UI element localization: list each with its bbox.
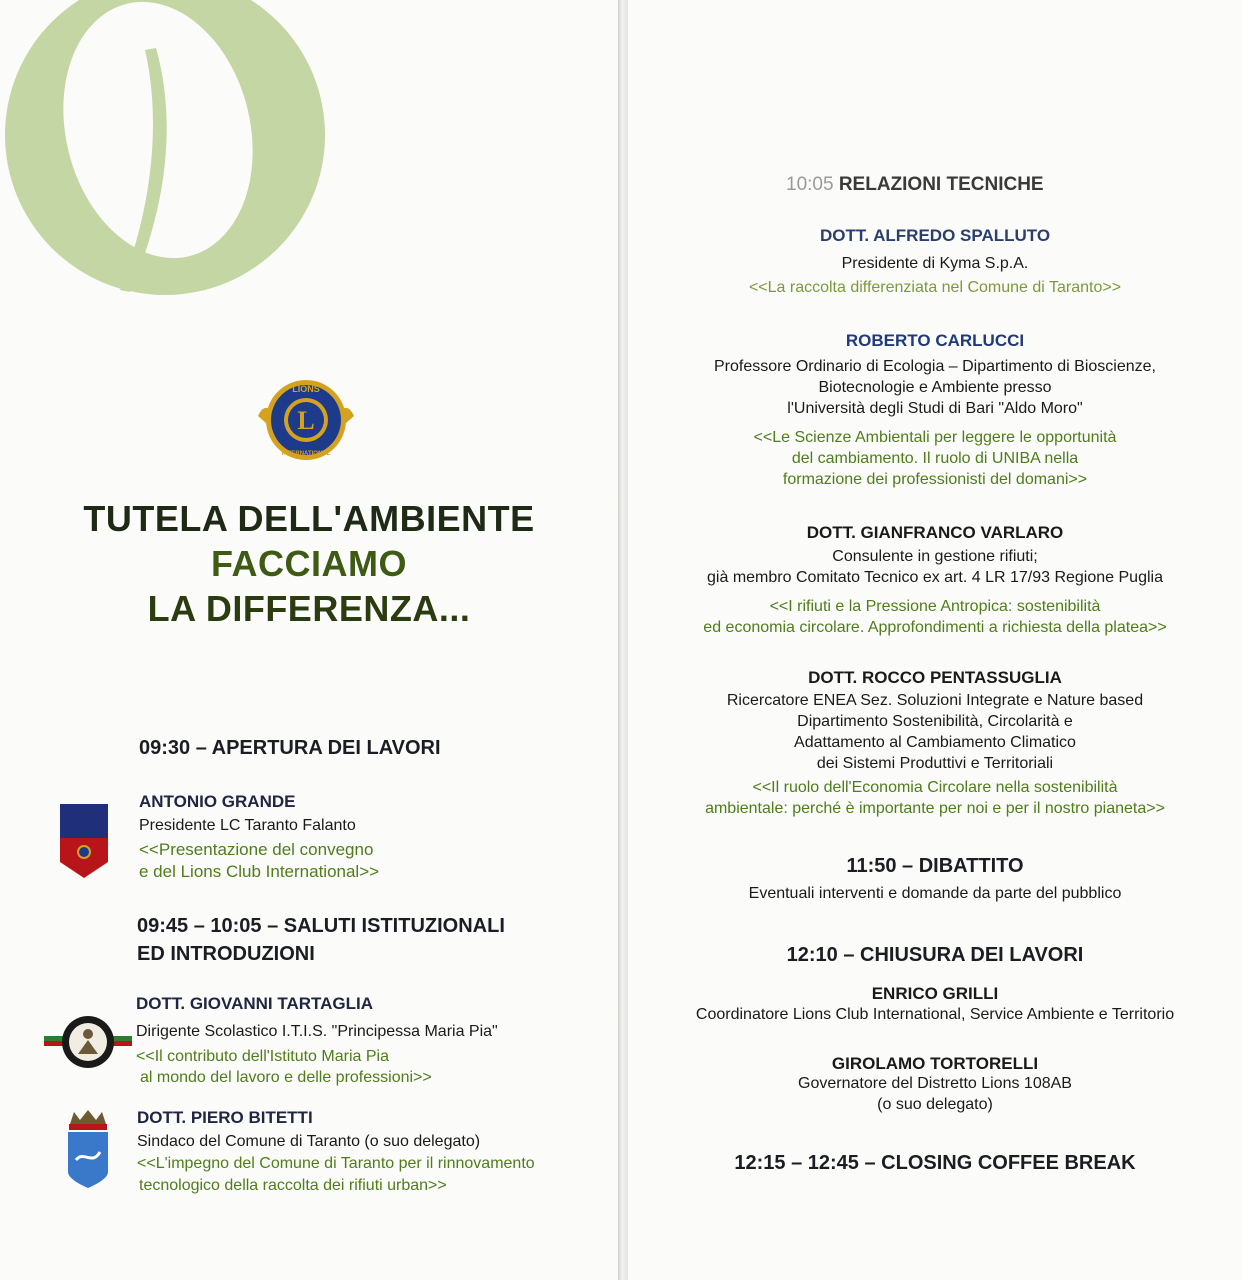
- title-line-2: FACCIAMO: [211, 543, 407, 584]
- left-panel: [0, 0, 618, 1280]
- speaker-role-girolamo-tortorelli: (o suo delegato): [877, 1096, 993, 1113]
- talk-title-line: del cambiamento. Il ruolo di UNIBA nella: [791, 450, 1079, 467]
- speaker-role-alfredo-spalluto: Presidente di Kyma S.p.A.: [841, 255, 1029, 272]
- speaker-role-rocco-pentassuglia: Dipartimento Sostenibilità, Circolarità e: [797, 713, 1073, 730]
- talk-title-line: e del Lions Club International>>: [139, 862, 380, 881]
- talk-title-line: <<Il contributo dell'Istituto Maria Pia: [136, 1048, 389, 1065]
- speaker-role-rocco-pentassuglia: dei Sistemi Produttivi e Territoriali: [816, 755, 1054, 772]
- speaker-name-enrico-grilli: ENRICO GRILLI: [871, 984, 999, 1003]
- title-line-3: LA DIFFERENZA...: [147, 588, 471, 629]
- speaker-role-piero-bitetti: Sindaco del Comune di Taranto (o suo delegato): [137, 1133, 481, 1150]
- speaker-name-antonio-grande: ANTONIO GRANDE: [139, 792, 296, 811]
- speaker-role-roberto-carlucci: Professore Ordinario di Ecologia – Dipartimento di Bioscienze,: [714, 358, 1156, 375]
- session-greetings-subtitle: ED INTRODUZIONI: [137, 943, 315, 965]
- speaker-name-alfredo-spalluto: DOTT. ALFREDO SPALLUTO: [819, 226, 1051, 245]
- speaker-role-giovanni-tartaglia: Dirigente Scolastico I.T.I.S. "Principessa Maria Pia": [136, 1023, 498, 1040]
- speaker-name-gianfranco-varlaro: DOTT. GIANFRANCO VARLARO: [806, 523, 1064, 542]
- lions-international-logo-icon: [254, 374, 358, 470]
- session-opening-time: 09:30 – APERTURA DEI LAVORI: [139, 737, 441, 759]
- session-time: 10:05: [786, 174, 834, 195]
- speaker-name-rocco-pentassuglia: DOTT. ROCCO PENTASSUGLIA: [808, 668, 1062, 687]
- itis-maria-pia-logo-icon: [44, 1014, 132, 1072]
- session-closing-time: 12:10 – CHIUSURA DEI LAVORI: [786, 944, 1084, 966]
- talk-title-line: ed economia circolare. Approfondimenti a richiesta della platea>>: [703, 619, 1167, 636]
- speaker-name-roberto-carlucci: ROBERTO CARLUCCI: [845, 331, 1025, 350]
- svg-text:INTERNATIONAL: INTERNATIONAL: [281, 451, 331, 457]
- speaker-role-rocco-pentassuglia: Ricercatore ENEA Sez. Soluzioni Integrate e Nature based: [726, 692, 1144, 709]
- comune-di-taranto-crest-icon: [64, 1110, 112, 1190]
- speaker-role-gianfranco-varlaro: già membro Comitato Tecnico ex art. 4 LR 17/93 Regione Puglia: [707, 569, 1163, 586]
- page-fold: [618, 0, 628, 1280]
- talk-title-line: al mondo del lavoro e delle professioni>>: [140, 1069, 432, 1086]
- talk-title-line: <<La raccolta differenziata nel Comune di Taranto>>: [748, 279, 1122, 296]
- svg-text:L: L: [297, 406, 315, 435]
- speaker-name-giovanni-tartaglia: DOTT. GIOVANNI TARTAGLIA: [136, 994, 374, 1013]
- event-title: [0, 496, 618, 631]
- speaker-role-roberto-carlucci: Biotecnologie e Ambiente presso: [818, 379, 1052, 396]
- talk-title-line: <<Presentazione del convegno: [139, 840, 374, 859]
- speaker-role-gianfranco-varlaro: Consulente in gestione rifiuti;: [832, 548, 1038, 565]
- session-debate-description: Eventuali interventi e domande da parte del pubblico: [748, 885, 1122, 902]
- speaker-name-piero-bitetti: DOTT. PIERO BITETTI: [137, 1108, 313, 1127]
- right-panel: [628, 0, 1242, 1280]
- talk-title-line: <<Le Scienze Ambientali per leggere le opportunità: [753, 429, 1117, 446]
- title-line-1: TUTELA DELL'AMBIENTE: [83, 498, 535, 539]
- leaf-logo-icon: [0, 0, 360, 360]
- session-debate-time: 11:50 – DIBATTITO: [846, 855, 1024, 877]
- talk-title-line: tecnologico della raccolta dei rifiuti urban>>: [139, 1177, 447, 1194]
- talk-title-line: <<I rifiuti e la Pressione Antropica: sostenibilità: [769, 598, 1101, 615]
- speaker-role-enrico-grilli: Coordinatore Lions Club International, Service Ambiente e Territorio: [695, 1006, 1175, 1023]
- svg-text:LIONS: LIONS: [292, 384, 320, 394]
- talk-title-line: <<Il ruolo dell'Economia Circolare nella sostenibilità: [752, 779, 1118, 796]
- lc-taranto-falanto-pennant-icon: [58, 802, 110, 884]
- speaker-role-rocco-pentassuglia: Adattamento al Cambiamento Climatico: [794, 734, 1076, 751]
- speaker-role-roberto-carlucci: l'Università degli Studi di Bari "Aldo Moro": [787, 400, 1083, 417]
- speaker-role-antonio-grande: Presidente LC Taranto Falanto: [139, 817, 356, 834]
- speaker-name-girolamo-tortorelli: GIROLAMO TORTORELLI: [831, 1054, 1039, 1073]
- talk-title-line: formazione dei professionisti del domani>>: [782, 471, 1088, 488]
- talk-title-line: <<L'impegno del Comune di Taranto per il rinnovamento: [137, 1155, 535, 1172]
- talk-title-line: ambientale: perché è importante per noi e per il nostro pianeta>>: [705, 800, 1165, 817]
- session-technical-talks-time: [786, 174, 1044, 196]
- session-greetings-time: 09:45 – 10:05 – SALUTI ISTITUZIONALI: [137, 915, 505, 937]
- speaker-role-girolamo-tortorelli: Governatore del Distretto Lions 108AB: [798, 1075, 1072, 1092]
- session-coffee-break-time: 12:15 – 12:45 – CLOSING COFFEE BREAK: [734, 1152, 1136, 1174]
- session-title: RELAZIONI TECNICHE: [838, 174, 1044, 195]
